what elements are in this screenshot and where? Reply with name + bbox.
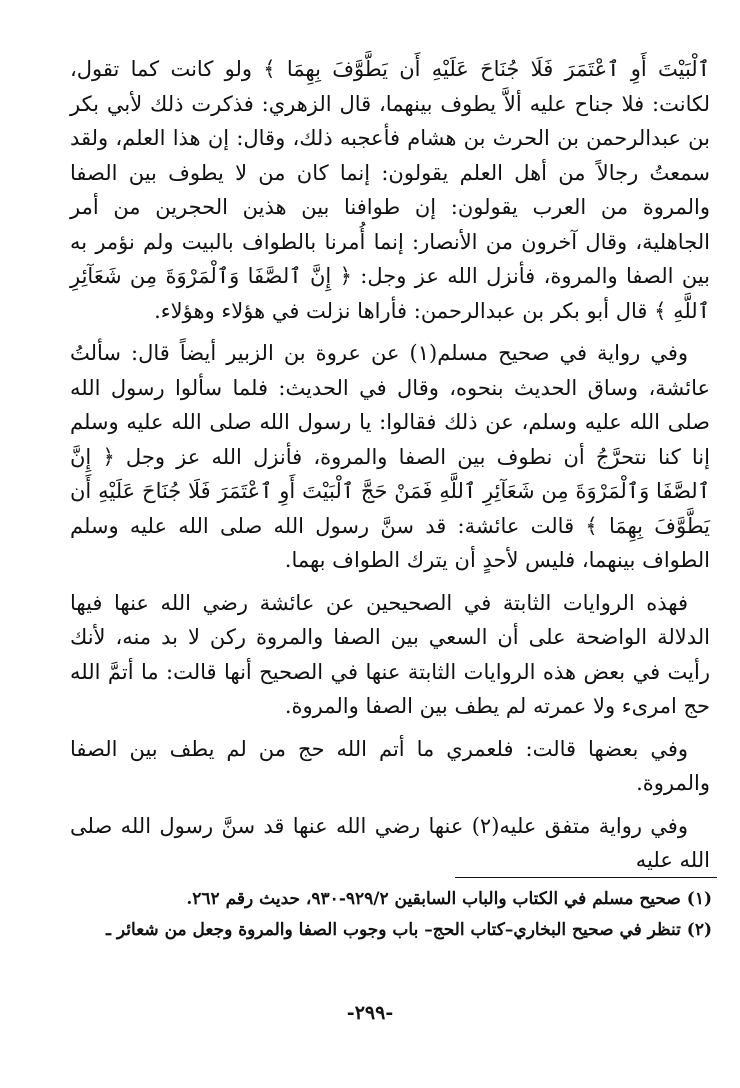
footnote-1: (١) صحيح مسلم في الكتاب والباب السابقين ٩٢٩/٢-٩٣٠، حديث رقم ٢٦٢. [186,889,712,909]
footnote-separator [455,877,717,878]
paragraph-3: فهذه الروايات الثابتة في الصحيحين عن عائشة رضي الله عنها فيها الدلالة الواضحة على أن السعي بين الصفا والمروة ركن لا بد منه، لأنك رأيت في بعض هذه الروايات الثابتة عنها في الصحيح أنها قالت: ما أتمَّ الله حج امرىء ولا عمرته لم يطف بين الصفا والمروة. [70,590,710,718]
footnotes [40,884,712,946]
paragraph-2: وفي رواية في صحيح مسلم(١) عن عروة بن الزبير أيضاً قال: سألتُ عائشة، وساق الحديث بنحوه، وقال في الحديث: فلما سألوا رسول الله صلى الله عليه وسلم، عن ذلك فقالوا: يا رسول الله صلى الله عليه وسلم إنا كنا نتحرَّجُ أن نطوف بين الصفا والمروة، فأنزل الله عز وجل ﴿ إِنَّ ٱلصَّفَا وَٱلْمَرْوَةَ مِن شَعَآئِرِ ٱللَّهِ فَمَنْ حَجَّ ٱلْبَيْتَ أَوِ ٱعْتَمَرَ فَلَا جُنَاحَ عَلَيْهِ أَن يَطَّوَّفَ بِهِمَا ﴾ قالت عائشة: قد سنَّ رسول الله صلى الله عليه وسلم الطواف بينهما، فليس لأحدٍ أن يترك الطواف بهما. [70,341,710,572]
footnote-2: (٢) تنظر في صحيح البخاري–كتاب الحج– باب وجوب الصفا والمروة وجعل من شعائر ـ [106,920,712,940]
page-number: -٢٩٩- [346,1002,394,1024]
paragraph-1: ٱلْبَيْتَ أَوِ ٱعْتَمَرَ فَلَا جُنَاحَ عَلَيْهِ أَن يَطَّوَّفَ بِهِمَا ﴾ ولو كانت كما تقول، لكانت: فلا جناح عليه ألاَّ يطوف بينهما، قال الزهري: فذكرت ذلك لأبي بكر بن عبدالرحمن بن الحرث بن هشام فأعجبه ذلك، وقال: إن هذا العلم، ولقد سمعتُ رجالاً من أهل العلم يقولون: إنما كان من لا يطوف بين الصفا والمروة من العرب يقولون: إن طوافنا بين هذين الحجرين من أمر الجاهلية، وقال آخرون من الأنصار: إنما أُمرنا بالطواف بالبيت ولم نؤمر به بين الصفا والمروة، فأنزل الله عز وجل: ﴿ إِنَّ ٱلصَّفَا وَٱلْمَرْوَةَ مِن شَعَآئِرِ ٱللَّهِ ﴾ قال أبو بكر بن عبدالرحمن: فأراها نزلت في هؤلاء وهؤلاء. [70,57,710,323]
paragraph-5: وفي رواية متفق عليه(٢) عنها رضي الله عنها قد سنَّ رسول الله صلى الله عليه [70,813,710,872]
paragraph-4: وفي بعضها قالت: فلعمري ما أتم الله حج من لم يطف بين الصفا والمروة. [70,736,710,795]
main-text [70,52,710,878]
